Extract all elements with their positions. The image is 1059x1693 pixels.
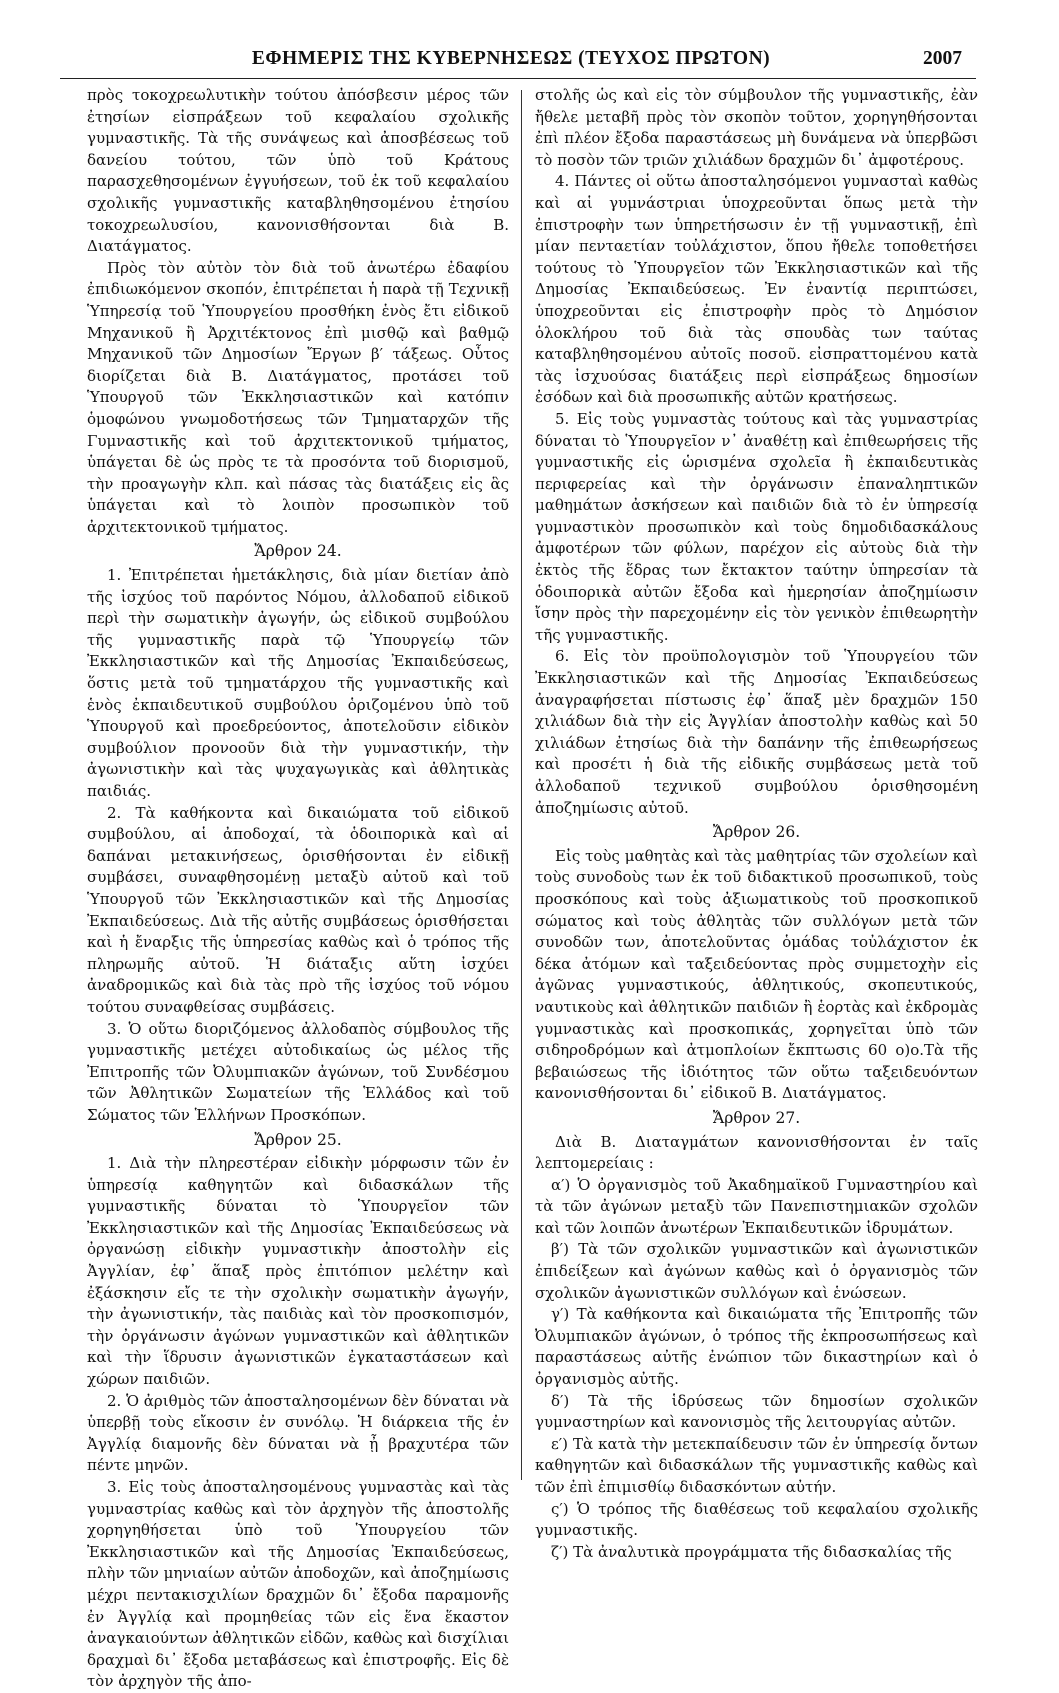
- paragraph: στολῆς ὡς καὶ εἰς τὸν σύμβουλον τῆς γυμναστικῆς, ἐὰν ἤθελε μεταβῆ πρὸς τὸν σκοπὸν τοῦτον, χορηγηθήσονται ἐπὶ πλέον ἔξοδα παραστάσεως μὴ δυνάμενα νὰ ὑπερβῶσι τὸ ποσὸν τῶν τριῶν χιλιάδων δραχμῶν δι᾽ ἀμφοτέρους.: [535, 86, 978, 169]
- paragraph: 1. Ἐπιτρέπεται ἡμετάκλησις, διὰ μίαν διετίαν ἀπὸ τῆς ἰσχύος τοῦ παρόντος Νόμου, ἀλλοδαποῦ εἰδικοῦ περὶ τὴν σωματικὴν ἀγωγήν, ὡς εἰδικοῦ συμβούλου τῆς γυμναστικῆς παρὰ τῷ Ὑπουργείῳ τῶν Ἐκκλησιαστικῶν καὶ τῆς Δημοσίας Ἐκπαιδεύσεως, ὅστις μετὰ τοῦ τμηματάρχου τῆς γυμναστικῆς καὶ ἑνὸς ἐκπαιδευτικοῦ συμβούλου ὁριζομένου ὑπὸ τοῦ Ὑπουργοῦ καὶ προεδρεύοντος, ἀποτελοῦσιν εἰδικὸν συμβούλιον προνοοῦν διὰ τὴν γυμναστικήν, τὴν ἀγωνιστικὴν καὶ τὰς ψυχαγωγικὰς καὶ ἀθλητικὰς παιδιάς.: [87, 566, 509, 800]
- article-heading: Ἄρθρον 27.: [712, 1108, 801, 1127]
- list-item: α′) Ὁ ὀργανισμὸς τοῦ Ἀκαδημαϊκοῦ Γυμναστηρίου καὶ τὰ τῶν ἀγώνων μεταξὺ τῶν Πανεπιστημιακῶν σχολῶν καὶ τῶν λοιπῶν ἀνωτέρων Ἐκπαιδευτικῶν ἱδρυμάτων.: [535, 1175, 978, 1237]
- list-item: ζ′) Τὰ ἀναλυτικὰ προγράμματα τῆς διδασκαλίας τῆς: [551, 1542, 952, 1561]
- paragraph: Διὰ Β. Διαταγμάτων κανονισθήσονται ἐν ταῖς λεπτομερείαις :: [535, 1132, 978, 1173]
- left-column: [87, 85, 509, 1693]
- list-item: γ′) Τὰ καθήκοντα καὶ δικαιώματα τῆς Ἐπιτροπῆς τῶν Ὀλυμπιακῶν ἀγώνων, ὁ τρόπος τῆς ἐκπροσωπήσεως καὶ παραστάσεως αὐτῆς ἐνώπιον τῶν δικαστηρίων καὶ ὁ ὀργανισμὸς αὐτῆς.: [535, 1305, 978, 1389]
- gazette-title: ΕΦΗΜΕΡΙΣ ΤΗΣ ΚΥΒΕΡΝΗΣΕΩΣ (ΤΕΥΧΟΣ ΠΡΩΤΟΝ): [251, 48, 771, 69]
- right-column: [535, 85, 978, 1563]
- article-heading: Ἄρθρον 25.: [254, 1130, 342, 1149]
- article-heading: Ἄρθρον 24.: [254, 542, 342, 561]
- paragraph: πρὸς τοκοχρεωλυτικὴν τούτου ἀπόσβεσιν μέρος τῶν ἐτησίων εἰσπράξεων τοῦ κεφαλαίου σχολικῆς γυμναστικῆς. Τὰ τῆς συνάψεως καὶ ἀποσβέσεως τοῦ δανείου τούτου, τῶν ὑπὸ τοῦ Κράτους παρασχεθησομένων ἐγγυήσεων, τοῦ ἐκ τοῦ κεφαλαίου σχολικῆς γυμναστικῆς καταβληθησομένου ἐτησίου τοκοχρεωλυσίου, κανονισθήσονται διὰ Β. Διατάγματος.: [87, 86, 509, 256]
- paragraph: 2. Τὰ καθήκοντα καὶ δικαιώματα τοῦ εἰδικοῦ συμβούλου, αἱ ἀποδοχαί, τὰ ὁδοιπορικὰ καὶ αἱ δαπάναι μετακινήσεως, ὁρισθήσονται ἐν εἰδικῇ συμβάσει, συναφθησομένῃ μεταξὺ αὐτοῦ καὶ τοῦ Ὑπουργοῦ τῶν Ἐκκλησιαστικῶν καὶ τῆς Δημοσίας Ἐκπαιδεύσεως. Διὰ τῆς αὐτῆς συμβάσεως ὁρισθήσεται καὶ ἡ ἔναρξις τῆς ὑπηρεσίας καθὼς καὶ ὁ τρόπος τῆς πληρωμῆς αὐτοῦ. Ἡ διάταξις αὕτη ἰσχύει ἀναδρομικῶς καὶ διὰ τὰς πρὸ τῆς ἰσχύος τοῦ νόμου τούτου συναφθείσας συμβάσεις.: [87, 803, 509, 1016]
- list-item: ς′) Ὁ τρόπος τῆς διαθέσεως τοῦ κεφαλαίου σχολικῆς γυμναστικῆς.: [535, 1499, 978, 1540]
- page-header: [60, 48, 962, 78]
- paragraph: 6. Εἰς τὸν προϋπολογισμὸν τοῦ Ὑπουργείου τῶν Ἐκκλησιαστικῶν καὶ τῆς Δημοσίας Ἐκπαιδεύσεως ἀναγραφήσεται πίστωσις ἐφ᾽ ἅπαξ μὲν δραχμῶν 150 χιλιάδων διὰ τὴν εἰς Ἀγγλίαν ἀποστολὴν καθὼς καὶ 50 χιλιάδων ἐτησίως διὰ τὴν δαπάνην τῆς ἐπιθεωρήσεως καὶ προσέτι ἡ διὰ τῆς εἰδικῆς συμβάσεως μετὰ τοῦ ἀλλοδαποῦ τεχνικοῦ συμβούλου ὁρισθησομένη ἀποζημίωσις αὐτοῦ.: [535, 647, 978, 817]
- paragraph: Εἰς τοὺς μαθητὰς καὶ τὰς μαθητρίας τῶν σχολείων καὶ τοὺς συνοδοὺς των ἐκ τοῦ διδακτικοῦ προσωπικοῦ, τοὺς προσκόπους καὶ τοὺς ἀξιωματικοὺς τοῦ προσκοπικοῦ σώματος καὶ τοὺς ἀθλητὰς τῶν συλλόγων μετὰ τῶν συνοδῶν των, ἀποτελοῦντας ὁμάδας τοὐλάχιστον ἐκ δέκα ἀτόμων καὶ ταξειδεύοντας πρὸς συμμετοχὴν εἰς ἀγῶνας γυμναστικούς, ἀθλητικούς, σκοπευτικούς, ναυτικοὺς καὶ ἀθλητικῶν παιδιῶν ἢ ἑορτὰς καὶ ἐκδρομὰς γυμναστικὰς καὶ προσκοπικάς, χορηγεῖται ὑπὸ τῶν σιδηροδρόμων καὶ ἀτμοπλοίων ἔκπτωσις 60 ο)ο.Τὰ τῆς βεβαιώσεως τῆς ἰδιότητος τῶν οὕτω ταξειδευόντων κανονισθήσονται δι᾽ εἰδικοῦ Β. Διατάγματος.: [535, 846, 978, 1103]
- paragraph: Πρὸς τὸν αὐτὸν τὸν διὰ τοῦ ἀνωτέρω ἐδαφίου ἐπιδιωκόμενον σκοπόν, ἐπιτρέπεται ἡ παρὰ τῇ Τεχνικῇ Ὑπηρεσίᾳ τοῦ Ὑπουργείου προσθήκη ἑνὸς ἔτι εἰδικοῦ Μηχανικοῦ ἢ Ἀρχιτέκτονος ἐπὶ μισθῷ καὶ βαθμῷ Μηχανικοῦ τῶν Δημοσίων Ἔργων β′ τάξεως. Οὗτος διορίζεται διὰ Β. Διατάγματος, προτάσει τοῦ Ὑπουργοῦ τῶν Ἐκκλησιαστικῶν καὶ κατόπιν ὁμοφώνου γνωμοδοτήσεως τῶν Τμηματαρχῶν τῆς Γυμναστικῆς καὶ τοῦ ἀρχιτεκτονικοῦ τμήματος, ὑπάγεται δὲ ὡς πρὸς τε τὰ προσόντα τοῦ διορισμοῦ, τὴν προαγωγὴν κλπ. καὶ πάσας τὰς διατάξεις εἰς ἃς ὑπάγεται καὶ τὸ λοιπὸν προσωπικὸν τοῦ ἀρχιτεκτονικοῦ τμήματος.: [87, 258, 509, 536]
- paragraph: 3. Εἰς τοὺς ἀποσταλησομένους γυμναστὰς καὶ τὰς γυμναστρίας καθὼς καὶ τὸν ἀρχηγὸν τῆς ἀποστολῆς χορηγηθήσεται ὑπὸ τοῦ Ὑπουργείου τῶν Ἐκκλησιαστικῶν καὶ τῆς Δημοσίας Ἐκπαιδεύσεως, πλὴν τῶν μηνιαίων αὐτῶν ἀποδοχῶν, καὶ ἀποζημίωσις μέχρι πεντακισχιλίων δραχμῶν δι᾽ ἔξοδα παραμονῆς ἐν Ἀγγλίᾳ καὶ προμηθείας τῶν εἰς ἕνα ἕκαστον ἀναγκαιούντων ἀθλητικῶν εἰδῶν, καθὼς καὶ δισχίλιαι δραχμαὶ δι᾽ ἔξοδα μεταβάσεως καὶ ἐπιστροφῆς. Εἰς δὲ τὸν ἀρχηγὸν τῆς ἀπο-: [87, 1478, 509, 1691]
- article-heading: Ἄρθρον 26.: [712, 823, 801, 842]
- column-divider: [521, 90, 522, 1480]
- paragraph: 5. Εἰς τοὺς γυμναστὰς τούτους καὶ τὰς γυμναστρίας δύναται τὸ Ὑπουργεῖον ν᾽ ἀναθέτῃ καὶ ἐπιθεωρήσεις τῆς γυμναστικῆς εἰς ὡρισμένα σχολεῖα ἢ ἐκπαιδευτικὰς περιφερείας καὶ τὴν ὀργάνωσιν ἐπαναληπτικῶν μαθημάτων ἀσκήσεων καὶ παιδιῶν διὰ τὸ ἐν ὑπηρεσίᾳ γυμναστικὸν προσωπικὸν καὶ τοὺς δημοδιδασκάλους ἀμφοτέρων τῶν φύλων, παρέχον εἰς αὐτοὺς διὰ τὴν ἐκτὸς τῆς ἕδρας των ἔκτακτον ταύτην ὑπηρεσίαν τὰ ὁδοιπορικὰ αὐτῶν ἔξοδα καὶ ἡμερησίαν ἀποζημίωσιν ἴσην πρὸς τὴν παρεχομένην εἰς τὸν γενικὸν ἐπιθεωρητὴν τῆς γυμναστικῆς.: [535, 409, 978, 644]
- paragraph: 2. Ὁ ἀριθμὸς τῶν ἀποσταλησομένων δὲν δύναται νὰ ὑπερβῇ τοὺς εἴκοσιν ἐν συνόλῳ. Ἡ διάρκεια τῆς ἐν Ἀγγλίᾳ διαμονῆς δὲν δύναται νὰ ᾖ βραχυτέρα τῶν πέντε μηνῶν.: [87, 1391, 509, 1475]
- header-rule: [60, 78, 976, 79]
- paragraph: 3. Ὁ οὕτω διοριζόμενος ἀλλοδαπὸς σύμβουλος τῆς γυμναστικῆς μετέχει αὐτοδικαίως ὡς μέλος τῆς Ἐπιτροπῆς τῶν Ὀλυμπιακῶν ἀγώνων, τοῦ Συνδέσμου τῶν Ἀθλητικῶν Σωματείων τῆς Ἑλλάδος καὶ τοῦ Σώματος τῶν Ἑλλήνων Προσκόπων.: [87, 1019, 509, 1124]
- list-item: β′) Τὰ τῶν σχολικῶν γυμναστικῶν καὶ ἀγωνιστικῶν ἐπιδείξεων καὶ ἀγώνων καθὼς καὶ ὁ ὀργανισμὸς τῶν σχολικῶν ἀγωνιστικῶν συλλόγων καὶ ἑνώσεων.: [535, 1240, 978, 1302]
- list-item: δ′) Τὰ τῆς ἱδρύσεως τῶν δημοσίων σχολικῶν γυμναστηρίων καὶ κανονισμὸς τῆς λειτουργίας αὐτῶν.: [535, 1391, 978, 1432]
- page-number: 2007: [923, 48, 962, 69]
- list-item: ε′) Τὰ κατὰ τὴν μετεκπαίδευσιν τῶν ἐν ὑπηρεσίᾳ ὄντων καθηγητῶν καὶ διδασκάλων τῆς γυμναστικῆς καθὼς καὶ τῶν ἐπὶ ἐπιμισθίῳ διδασκόντων αὐτήν.: [535, 1434, 978, 1496]
- paragraph: 1. Διὰ τὴν πληρεστέραν εἰδικὴν μόρφωσιν τῶν ἐν ὑπηρεσίᾳ καθηγητῶν καὶ διδασκάλων τῆς γυμναστικῆς δύναται τὸ Ὑπουργεῖον τῶν Ἐκκλησιαστικῶν καὶ τῆς Δημοσίας Ἐκπαιδεύσεως νὰ ὀργανώσῃ εἰδικὴν γυμναστικὴν ἀποστολὴν εἰς Ἀγγλίαν, ἐφ᾽ ἅπαξ πρὸς ἐπιτόπιον μελέτην καὶ ἐξάσκησιν εἴς τε τὴν σχολικὴν σωματικὴν ἀγωγήν, τὴν ἀγωνιστικήν, τὰς παιδιὰς καὶ τὸν προσκοπισμόν, τὴν ὀργάνωσιν ἀγώνων γυμναστικῶν καὶ ἀθλητικῶν καὶ τὴν ἵδρυσιν ἀγωνιστικῶν ἐγκαταστάσεων καὶ χώρων παιδιῶν.: [87, 1154, 509, 1389]
- paragraph: 4. Πάντες οἱ οὕτω ἀποσταλησόμενοι γυμνασταὶ καθὼς καὶ αἱ γυμνάστριαι ὑποχρεοῦνται ὅπως μετὰ τὴν ἐπιστροφὴν των ὑπηρετήσωσιν ἐν τῇ γυμναστικῇ, ἐπὶ μίαν πενταετίαν τοὐλάχιστον, ὅπου ἤθελε τοποθετήσει τούτους τὸ Ὑπουργεῖον τῶν Ἐκκλησιαστικῶν καὶ τῆς Δημοσίας Ἐκπαιδεύσεως. Ἐν ἐναντίᾳ περιπτώσει, ὑποχρεοῦνται εἰς ἐπιστροφὴν πρὸς τὸ Δημόσιον ὁλοκλήρου τοῦ διὰ τὰς σπουδὰς των ταύτας καταβληθησομένου αὐτοῖς ποσοῦ. εἰσπραττομένου κατὰ τὰς ἰσχυούσας διατάξεις περὶ εἰσπράξεως δημοσίων ἐσόδων καὶ διὰ προσωπικῆς αὐτῶν κρατήσεως.: [535, 172, 978, 407]
